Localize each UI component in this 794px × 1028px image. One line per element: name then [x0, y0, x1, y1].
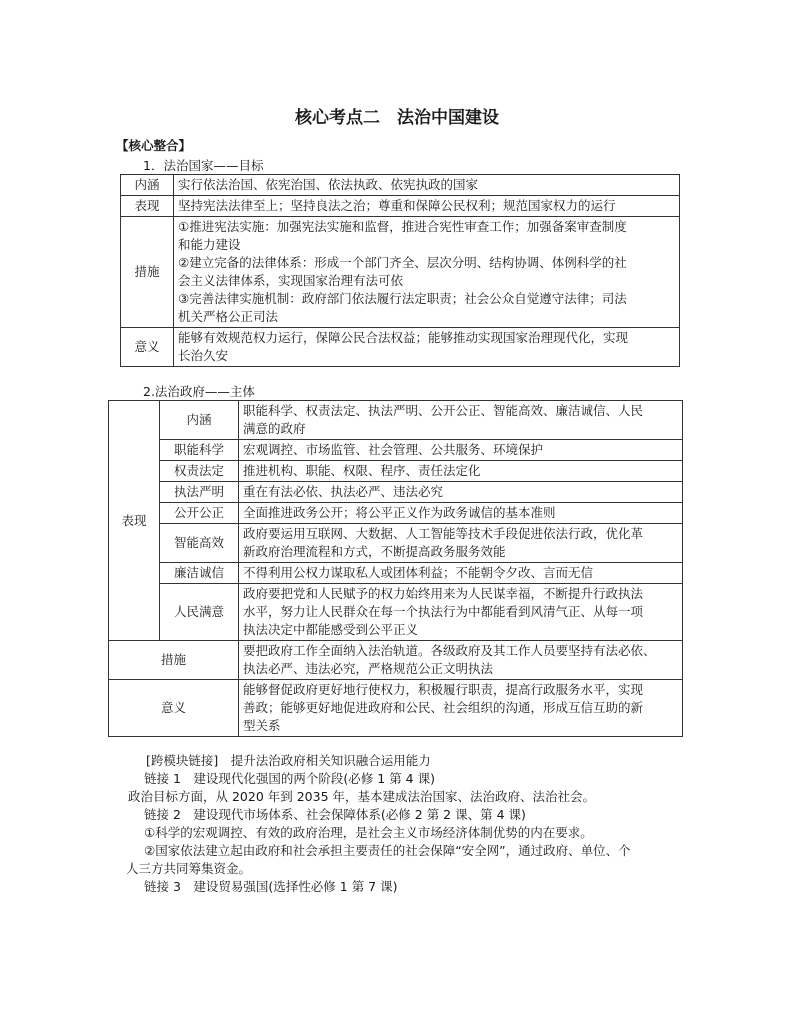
link-line: ①科学的宏观调控、有效的政府治理，是社会主义市场经济体制优势的内在要求。 — [144, 825, 593, 840]
cell-line: 实行依法治国、依宪治国、依法执政、依宪执政的国家 — [178, 177, 479, 192]
row-content — [239, 503, 683, 524]
rule-of-law-government-table — [108, 400, 683, 737]
row-content — [174, 175, 680, 196]
cell-line: 宏观调控、市场监管、社会管理、公共服务、环境保护 — [243, 442, 544, 457]
cell-line: ②建立完备的法律体系：形成一个部门齐全、层次分明、结构协调、体例科学的社 — [178, 255, 627, 270]
cell-line: ①推进宪法实施：加强宪法实施和监督，推进合宪性审查工作；加强备案审查制度 — [178, 219, 627, 234]
row-label: 内涵 — [160, 401, 239, 440]
cell-line: 要把政府工作全面纳入法治轨道。各级政府及其工作人员要坚持有法必依、 — [243, 643, 656, 658]
row-content — [174, 328, 680, 367]
link-line: 链接 2 建设现代市场体系、社会保障体系(必修 2 第 2 课、第 4 课) — [144, 807, 526, 822]
significance-content — [239, 680, 683, 737]
rule-of-law-country-table — [120, 174, 680, 367]
section-heading: 【核心整合】 — [116, 138, 192, 153]
cell-line: 重在有法必依、执法必严、违法必究 — [243, 484, 444, 499]
row-label: 智能高效 — [160, 524, 239, 563]
table-row — [109, 401, 683, 440]
table-row — [109, 503, 683, 524]
row-content — [239, 401, 683, 440]
row-content — [239, 563, 683, 584]
row-content — [174, 217, 680, 328]
row-label: 意义 — [121, 328, 174, 367]
cell-line: 新政府治理流程和方式，不断提高政务服务效能 — [243, 544, 506, 559]
cell-line: 长治久安 — [178, 348, 229, 363]
table-row — [109, 680, 683, 737]
table-row — [109, 524, 683, 563]
row-content — [239, 584, 683, 641]
cell-line: 全面推进政务公开；将公平正义作为政务诚信的基本准则 — [243, 505, 556, 520]
cell-line: 能够有效规范权力运行，保障公民合法权益；能够推动实现国家治理现代化，实现 — [178, 330, 629, 345]
row-label: 执法严明 — [160, 482, 239, 503]
link-line: 链接 1 建设现代化强国的两个阶段(必修 1 第 4 课) — [144, 771, 435, 786]
page-title: 核心考点二 法治中国建设 — [295, 108, 499, 128]
row-label: 人民满意 — [160, 584, 239, 641]
table-row — [109, 440, 683, 461]
link-line: 人三方共同筹集资金。 — [126, 861, 252, 876]
row-content — [239, 440, 683, 461]
group-label: 表现 — [109, 401, 160, 641]
cell-line: 政府要运用互联网、大数据、人工智能等技术手段促进依法行政，优化革 — [243, 526, 644, 541]
table-row — [109, 482, 683, 503]
row-label: 职能科学 — [160, 440, 239, 461]
row-label: 廉洁诚信 — [160, 563, 239, 584]
row-label: 权责法定 — [160, 461, 239, 482]
cell-line: 善政；能够更好地促进政府和公民、社会组织的沟通，形成互信互助的新 — [243, 700, 644, 715]
cell-line: 能够督促政府更好地行使权力，积极履行职责，提高行政服务水平，实现 — [243, 682, 644, 697]
cell-line: ③完善法律实施机制：政府部门依法履行法定职责；社会公众自觉遵守法律；司法 — [178, 291, 627, 306]
row-content — [174, 196, 680, 217]
links-intro: [跨模块链接] 提升法治政府相关知识融合运用能力 — [146, 753, 431, 768]
cell-line: 机关严格公正司法 — [178, 309, 279, 324]
cell-line: 推进机构、职能、权限、程序、责任法定化 — [243, 463, 481, 478]
table-row — [109, 584, 683, 641]
cell-line: 满意的政府 — [243, 421, 306, 436]
cell-line: 不得利用公权力谋取私人或团体利益；不能朝令夕改、言而无信 — [243, 565, 594, 580]
cross-module-links — [128, 752, 688, 896]
table-row — [109, 641, 683, 680]
link-line: 政治目标方面，从 2020 年到 2035 年，基本建成法治国家、法治政府、法治社会。 — [128, 789, 596, 804]
cell-line: 执法必严、违法必究，严格规范公正文明执法 — [243, 661, 494, 676]
row-label: 表现 — [121, 196, 174, 217]
row-label: 措施 — [121, 217, 174, 328]
cell-line: 坚持宪法法律至上；坚持良法之治；尊重和保障公民权利；规范国家权力的运行 — [178, 198, 616, 213]
cell-line: 执法决定中都能感受到公平正义 — [243, 622, 419, 637]
cell-line: 型关系 — [243, 718, 281, 733]
part2-heading: 2.法治政府——主体 — [143, 384, 255, 399]
measures-content — [239, 641, 683, 680]
table-row — [121, 328, 680, 367]
significance-label: 意义 — [109, 680, 239, 737]
table-row — [109, 563, 683, 584]
row-content — [239, 482, 683, 503]
measures-label: 措施 — [109, 641, 239, 680]
table-row — [121, 175, 680, 196]
cell-line: 政府要把党和人民赋予的权力始终用来为人民谋幸福，不断提升行政执法 — [243, 586, 644, 601]
row-label: 公开公正 — [160, 503, 239, 524]
link-line: ②国家依法建立起由政府和社会承担主要责任的社会保障“安全网”，通过政府、单位、个 — [144, 843, 631, 858]
row-content — [239, 524, 683, 563]
cell-line: 水平，努力让人民群众在每一个执法行为中都能看到风清气正、从每一项 — [243, 604, 644, 619]
part1-heading: 1．法治国家——目标 — [143, 158, 264, 173]
link-line: 链接 3 建设贸易强国(选择性必修 1 第 7 课) — [144, 879, 398, 894]
row-label: 内涵 — [121, 175, 174, 196]
cell-line: 和能力建设 — [178, 237, 241, 252]
table-row — [121, 196, 680, 217]
cell-line: 会主义法律体系，实现国家治理有法可依 — [178, 273, 404, 288]
table-row — [121, 217, 680, 328]
cell-line: 职能科学、权责法定、执法严明、公开公正、智能高效、廉洁诚信、人民 — [243, 403, 644, 418]
row-content — [239, 461, 683, 482]
table-row — [109, 461, 683, 482]
